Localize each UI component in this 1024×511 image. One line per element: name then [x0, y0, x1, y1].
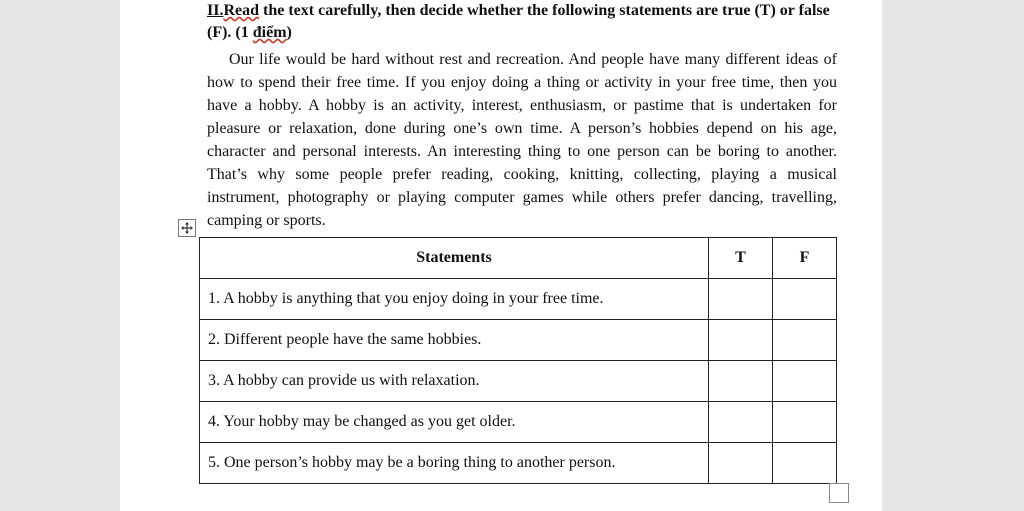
false-cell-4[interactable] [773, 402, 837, 443]
statements-table [199, 237, 837, 484]
true-cell-2[interactable] [709, 320, 773, 361]
table-header-row [200, 238, 837, 279]
heading-prefix: II. [207, 2, 224, 19]
true-cell-5[interactable] [709, 443, 773, 484]
true-cell-3[interactable] [709, 361, 773, 402]
statement-3: 3. A hobby can provide us with relaxation. [200, 361, 709, 402]
header-true: T [709, 238, 773, 279]
header-statements: Statements [200, 238, 709, 279]
reading-passage [207, 48, 837, 232]
false-cell-3[interactable] [773, 361, 837, 402]
heading-diem: điểm [252, 24, 287, 41]
false-cell-1[interactable] [773, 279, 837, 320]
table-resize-handle-icon[interactable] [829, 483, 849, 503]
heading-read: Read [223, 2, 260, 19]
table-row [200, 402, 837, 443]
passage-text: Our life would be hard without rest and recreation. And people have many different ideas of how to spend their free time. If you enjoy doing a thing or activity in your free time, then you have a hobby. A hobby is an activity, interest, enthusiasm, or pastime that is undertaken for pleasure or relaxation, done during one’s own time. A person’s hobbies depend on his age, character and personal interests. An interesting thing to one person can be boring to another. That’s why some people prefer reading, cooking, knitting, collecting, playing a musical instrument, photography or playing computer games while others prefer dancing, travelling, camping or sports. [207, 51, 837, 229]
false-cell-5[interactable] [773, 443, 837, 484]
false-cell-2[interactable] [773, 320, 837, 361]
statement-2: 2. Different people have the same hobbies. [200, 320, 709, 361]
statement-5: 5. One person’s hobby may be a boring thing to another person. [200, 443, 709, 484]
table-row [200, 443, 837, 484]
heading-text: the text carefully, then decide whether the following statements are true (T) or false (F). (1 [207, 2, 830, 41]
true-cell-4[interactable] [709, 402, 773, 443]
exercise-heading [207, 0, 837, 44]
statement-1: 1. A hobby is anything that you enjoy doing in your free time. [200, 279, 709, 320]
table-row [200, 361, 837, 402]
heading-close: ) [286, 24, 292, 41]
table-row [200, 320, 837, 361]
true-cell-1[interactable] [709, 279, 773, 320]
statement-4: 4. Your hobby may be changed as you get older. [200, 402, 709, 443]
header-false: F [773, 238, 837, 279]
table-move-handle-icon[interactable] [178, 219, 196, 237]
table-row [200, 279, 837, 320]
